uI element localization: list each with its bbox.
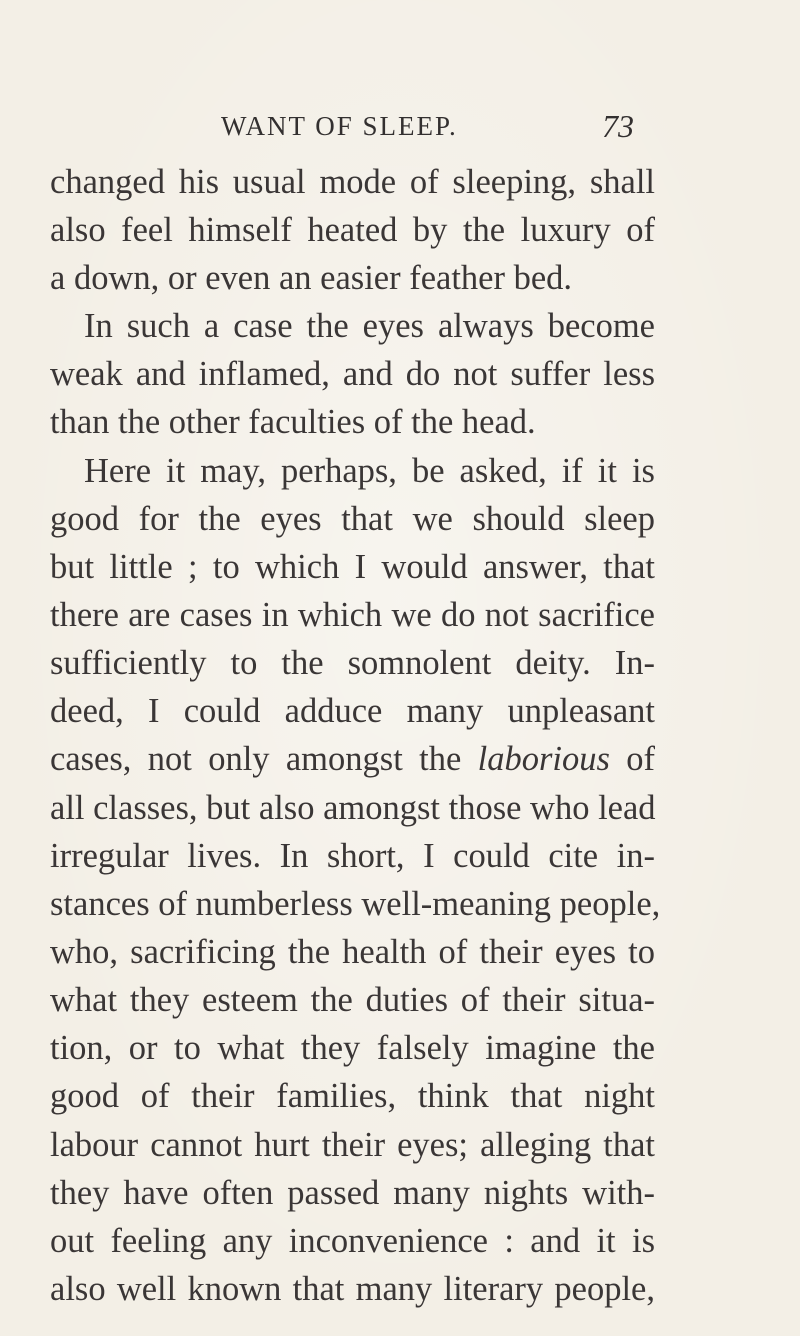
text-line: out feeling any inconvenience : and it is [50, 1222, 655, 1260]
text-line: deed, I could adduce many unpleasant [50, 692, 655, 730]
text-line: than the other faculties of the head. [50, 403, 536, 441]
running-title: WANT OF SLEEP. [221, 111, 458, 141]
text-line: good of their families, think that night [50, 1077, 655, 1115]
text-line: labour cannot hurt their eyes; alleging that [50, 1126, 655, 1164]
text-line: Here it may, perhaps, be asked, if it is [84, 452, 655, 490]
text-line: sufficiently to the somnolent deity. In- [50, 644, 655, 682]
text-line: irregular lives. In short, I could cite in- [50, 837, 655, 875]
text-line: changed his usual mode of sleeping, shall [50, 163, 655, 201]
text-line: In such a case the eyes always become [84, 307, 655, 345]
text-line: they have often passed many nights with- [50, 1174, 655, 1212]
text-line: good for the eyes that we should sleep [50, 500, 655, 538]
text-line: weak and inflamed, and do not suffer less [50, 355, 655, 393]
text-line: what they esteem the duties of their situa- [50, 981, 655, 1019]
text-line: tion, or to what they falsely imagine the [50, 1029, 655, 1067]
text-line-with-italic [50, 740, 655, 779]
italic-word: laborious [477, 740, 610, 778]
text-line: all classes, but also amongst those who lead [50, 789, 656, 827]
text-segment: of [626, 740, 655, 778]
text-line: stances of numberless well-meaning people, [50, 885, 661, 923]
text-line: there are cases in which we do not sacrifice [50, 596, 655, 634]
text-line: also feel himself heated by the luxury of [50, 211, 655, 249]
text-line: who, sacrificing the health of their eyes to [50, 933, 655, 971]
text-line: but little ; to which I would answer, that [50, 548, 655, 586]
page-number: 73 [602, 108, 634, 144]
text-segment: cases, not only amongst the [50, 740, 462, 778]
text-line: a down, or even an easier feather bed. [50, 259, 573, 297]
text-line: also well known that many literary people, [50, 1270, 655, 1308]
